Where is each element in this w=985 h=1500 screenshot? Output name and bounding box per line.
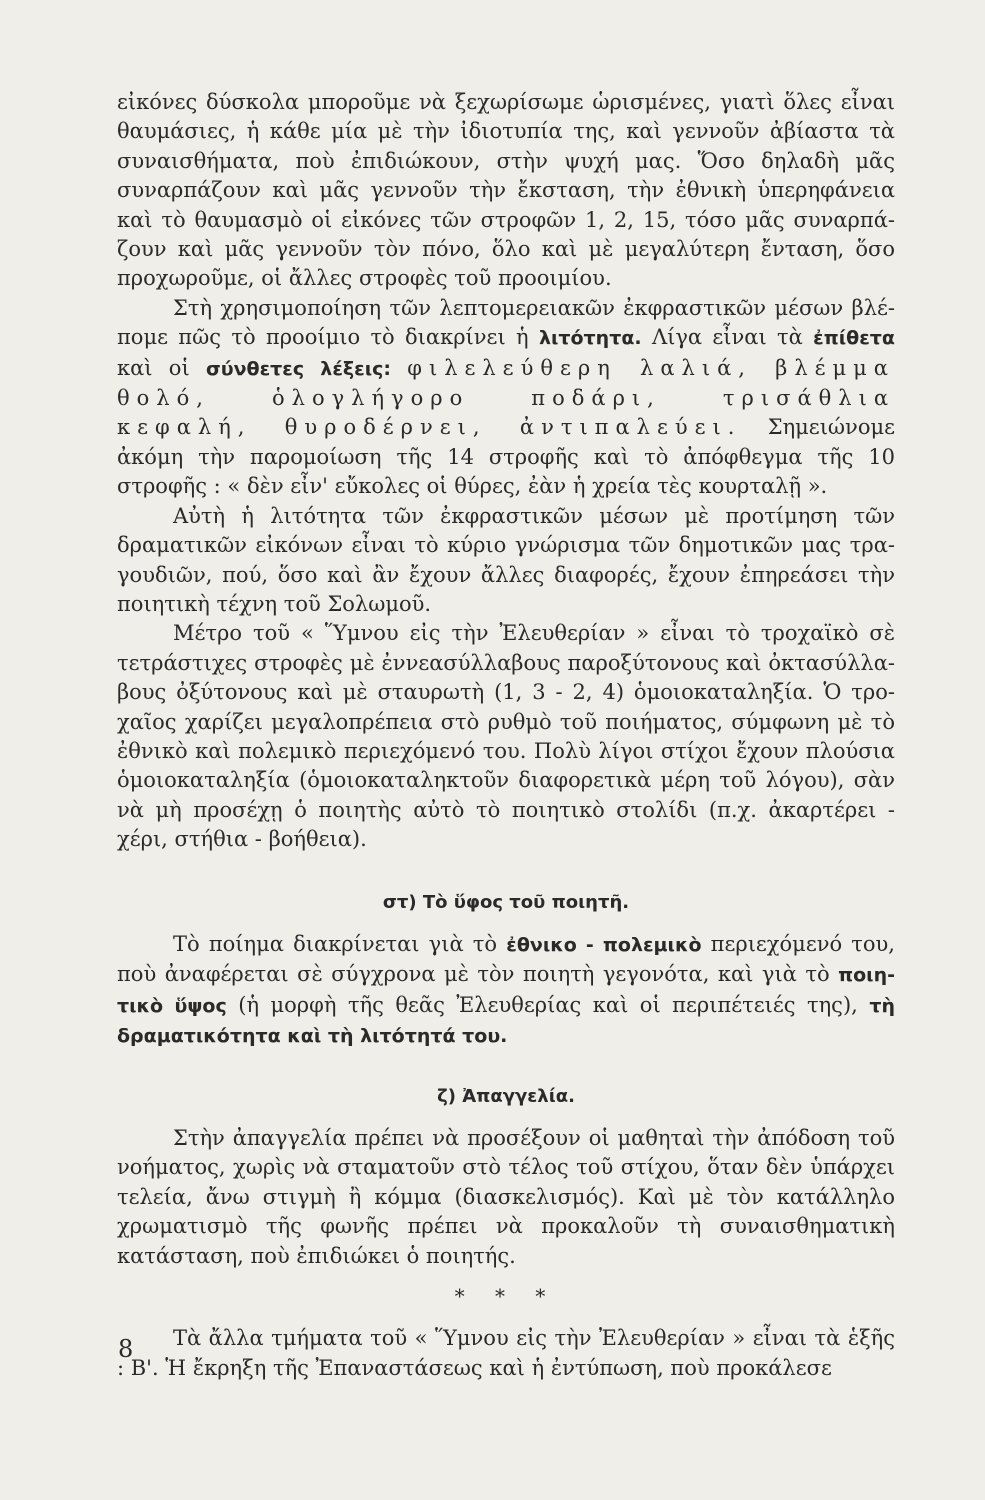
text-run: Λίγα εἶναι τὰ [651, 325, 803, 350]
paragraph-meter: Μέτρο τοῦ « Ὕμνου εἰς τὴν Ἐλευθερίαν » εἶναι τὸ τροχαϊκὸ σὲ τετράστιχες στροφὲς μὲ ἐννεασύλλαβους παροξύτονους καὶ ὀκτασύλλαβους ὀξύτονους καὶ μὲ σταυρωτὴ (1, 3 - 2, 4) ὁμοιοκαταληξία. Ὁ τροχαῖος χαρίζει μεγαλοπρέπεια στὸ ρυθμὸ τοῦ ποιήματος, σύμφωνη μὲ τὸ ἐθνικὸ καὶ πολεμικὸ περιεχόμενό του. Πολὺ λίγοι στίχοι ἔχουν πλούσια ὁμοιοκαταληξία (ὁμοιοκαταληκτοῦν διαφορετικὰ μέρη τοῦ λόγου), σὰν νὰ μὴ προσέχῃ ὁ ποιητὴς αὐτὸ τὸ ποιητικὸ στολίδι (π.χ. ἀκαρτέρει - χέρι, στήθια - βοήθεια). [117, 621, 895, 852]
text-run: Τὸ ποίημα διακρίνεται γιὰ τὸ [173, 931, 498, 956]
paragraph-other-parts: Τὰ ἄλλα τμήματα τοῦ « Ὕμνου εἰς τὴν Ἐλευθερίαν » εἶναι τὰ ἑξῆς : Β'. Ἡ ἔκρηξη τῆς Ἐπαναστάσεως καὶ ἡ ἐντύπωση, ποὺ προκάλεσε [117, 1326, 895, 1380]
section-heading-style: στ) Τὸ ὕφος τοῦ ποιητῆ. [382, 891, 630, 913]
section-heading-recitation: ζ) Ἀπαγγελία. [437, 1085, 575, 1107]
emphasis-drama: τὴ δραματικότητα καὶ τὴ λιτότητά του. [117, 994, 895, 1048]
emphasis-epitheta: ἐπίθετα [813, 327, 895, 350]
body-text [117, 88, 895, 1383]
text-run: (ἡ μορφὴ τῆς θεᾶς Ἐλευθερίας καὶ οἱ περιπέτειές της), [238, 992, 858, 1017]
text-run: καὶ οἱ [117, 355, 190, 380]
paragraph-continuation: εἰκόνες δύσκολα μποροῦμε νὰ ξεχωρίσωμε ὡρισμένες, γιατὶ ὅλες εἶναι θαυμάσιες, ἡ κάθε μία μὲ τὴν ἰδιοτυπία της, καὶ γεννοῦν ἀβίαστα τὰ συναισθήματα, ποὺ ἐπιδιώκουν, στὴν ψυχή μας. Ὅσο δηλαδὴ μᾶς συναρπάζουν καὶ μᾶς γεννοῦν τὴν ἔκσταση, τὴν ἐθνικὴ ὑπερηφάνεια καὶ τὸ θαυμασμὸ οἱ εἰκόνες τῶν στροφῶν 1, 2, 15, τόσο μᾶς συναρπάζουν καὶ μᾶς γεννοῦν τὸν πόνο, ὅλο καὶ μὲ μεγαλύτερη ἔνταση, ὅσο προχωροῦμε, οἱ ἄλλες στροφὲς τοῦ προοιμίου. [117, 90, 895, 291]
emphasis-syntheta: σύνθετες λέξεις: [205, 357, 391, 380]
paragraph-style-devices [117, 294, 895, 502]
paragraph-folk-songs: Αὐτὴ ἡ λιτότητα τῶν ἐκφραστικῶν μέσων μὲ προτίμηση τῶν δραματικῶν εἰκόνων εἶναι τὸ κύριο γνώρισμα τῶν δημοτικῶν μας τραγουδιῶν, πού, ὅσο καὶ ἂν ἔχουν ἄλλες διαφορές, ἔχουν ἐπηρεάσει τὴν ποιητικὴ τέχνη τοῦ Σολωμοῦ. [117, 503, 895, 616]
page-number: 8 [118, 1335, 134, 1363]
emphasis-national: ἐθνικο - πολεμικὸ [506, 933, 702, 956]
spaced-examples: φιλελεύθερη λαλιά, βλέμμα θολό, ὁλογλήγορο ποδάρι, τρισάθλια κεφαλή, θυροδέρνει, ἀντιπαλεύει. [117, 355, 895, 440]
paragraph-style [117, 930, 895, 1052]
text-run: Σημειώνομε ἀκόμη τὴν παρομοίωση τῆς 14 στροφῆς καὶ τὸ ἀπόφθεγμα τῆς 10 στροφῆς : « δὲν εἶν' εὔκολες οἱ θύρες, ἐὰν ἡ χρεία τὲς κουρταλῇ ». [117, 415, 895, 499]
text-run: Στὴ χρησιμοποίηση τῶν λεπτομερειακῶν ἐκφραστικῶν μέσων βλέπομε πῶς τὸ προοίμιο τὸ διακρίνει ἡ [117, 295, 895, 350]
emphasis-poetic-height: ποιητικὸ ὕψος [117, 964, 895, 1017]
paragraph-recitation: Στὴν ἀπαγγελία πρέπει νὰ προσέξουν οἱ μαθηταὶ τὴν ἀπόδοση τοῦ νοήματος, χωρὶς νὰ σταματοῦν στὸ τέλος τοῦ στίχου, ὅταν δὲν ὑπάρχει τελεία, ἄνω στιγμὴ ἢ κόμμα (διασκελισμός). Καὶ μὲ τὸν κατάλληλο χρωματισμὸ τῆς φωνῆς πρέπει νὰ προκαλοῦν τὴ συναισθηματικὴ κατάσταση, ποὺ ἐπιδιώκει ὁ ποιητής. [117, 1126, 895, 1268]
text-run: περιεχόμενό του, ποὺ ἀναφέρεται σὲ σύγχρονα μὲ τὸν ποιητὴ γεγονότα, καὶ γιὰ τὸ [117, 931, 895, 987]
emphasis-litotita: λιτότητα. [538, 327, 642, 350]
section-separator: * * * [454, 1284, 558, 1309]
